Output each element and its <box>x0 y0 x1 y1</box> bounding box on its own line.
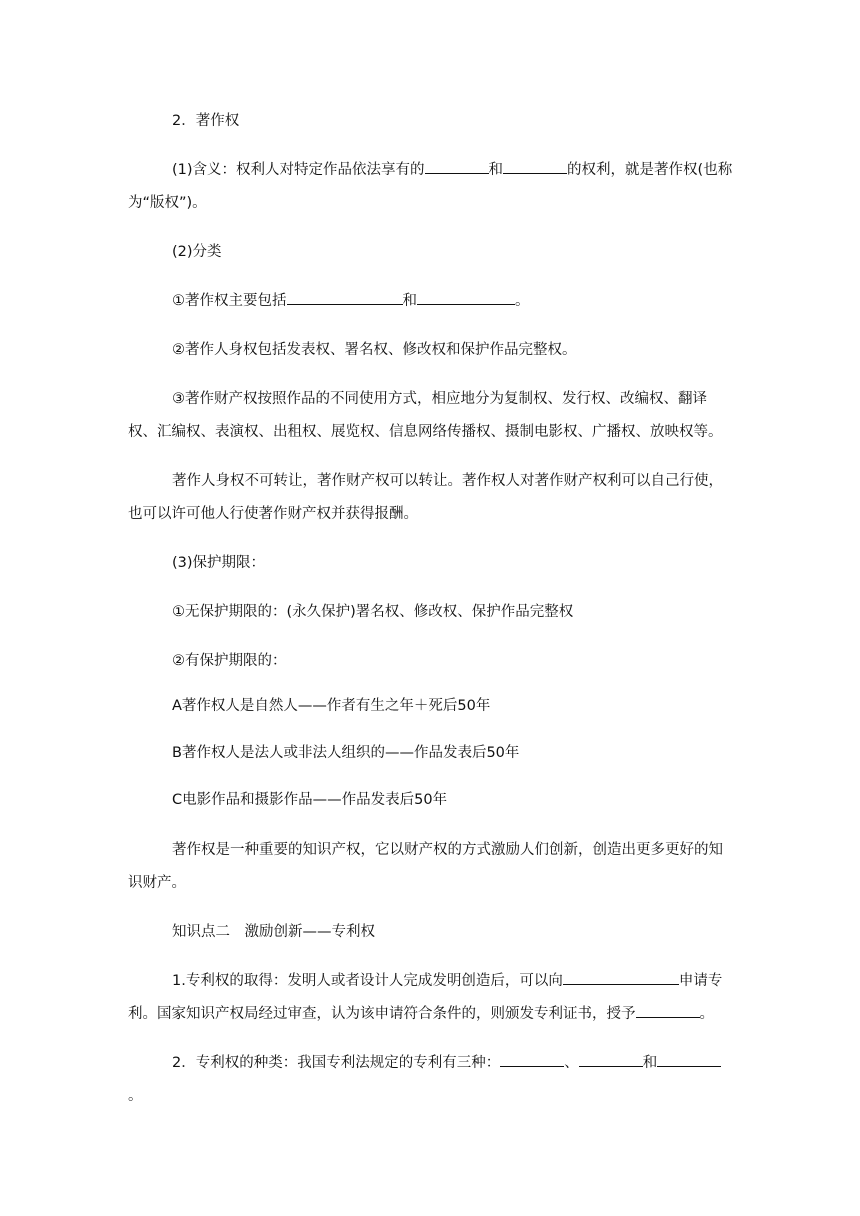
patent-acquisition: 1.专利权的取得：发明人或者设计人完成发明创造后，可以向 申请专利。国家知识产权局经过审查，认为该申请符合条件的，则颁发专利证书，授予 。 <box>128 965 734 1031</box>
classification-item-1: ①著作权主要包括 和 。 <box>172 285 734 318</box>
answer-blank[interactable] <box>417 290 515 305</box>
protection-term-c: C电影作品和摄影作品——作品发表后50年 <box>172 792 448 808</box>
patent-types: 2．专利权的种类：我国专利法规定的专利有三种： 、 和。 <box>128 1047 734 1113</box>
copyright-summary: 著作权是一种重要的知识产权，它以财产权的方式激励人们创新，创造出更多更好的知识财产。 <box>128 842 723 891</box>
answer-blank[interactable] <box>287 290 403 305</box>
section-heading-patent: 知识点二 激励创新——专利权 <box>172 924 375 940</box>
protection-term-item-2: ②有保护期限的： <box>172 653 287 669</box>
transfer-paragraph: 著作人身权不可转让，著作财产权可以转让。著作权人对著作财产权利可以自己行使，也可以许可他人行使著作财产权并获得报酬。 <box>128 473 723 522</box>
section-heading-copyright: 2．著作权 <box>172 113 240 129</box>
protection-term-b: B著作权人是法人或非法人组织的——作品发表后50年 <box>172 745 520 761</box>
classification-item-3: ③著作财产权按照作品的不同使用方式，相应地分为复制权、发行权、改编权、翻译权、汇编权、表演权、出租权、展览权、信息网络传播权、摄制电影权、广播权、放映权等。 <box>128 391 723 440</box>
classification-heading: (2)分类 <box>172 244 222 260</box>
answer-blank[interactable] <box>425 159 489 174</box>
answer-blank[interactable] <box>636 1003 700 1018</box>
answer-blank[interactable] <box>500 1052 564 1067</box>
protection-term-heading: (3)保护期限： <box>172 555 266 571</box>
protection-term-a: A著作权人是自然人——作者有生之年＋死后50年 <box>172 698 491 714</box>
answer-blank[interactable] <box>657 1052 721 1067</box>
answer-blank[interactable] <box>579 1052 643 1067</box>
classification-item-2: ②著作人身权包括发表权、署名权、修改权和保护作品完整权。 <box>172 342 577 358</box>
copyright-definition: (1)含义：权利人对特定作品依法享有的 和 的权利，就是著作权(也称为“版权”)。 <box>128 154 734 220</box>
protection-term-item-1: ①无保护期限的：(永久保护)署名权、修改权、保护作品完整权 <box>172 604 574 620</box>
answer-blank[interactable] <box>503 159 567 174</box>
answer-blank[interactable] <box>563 970 679 985</box>
